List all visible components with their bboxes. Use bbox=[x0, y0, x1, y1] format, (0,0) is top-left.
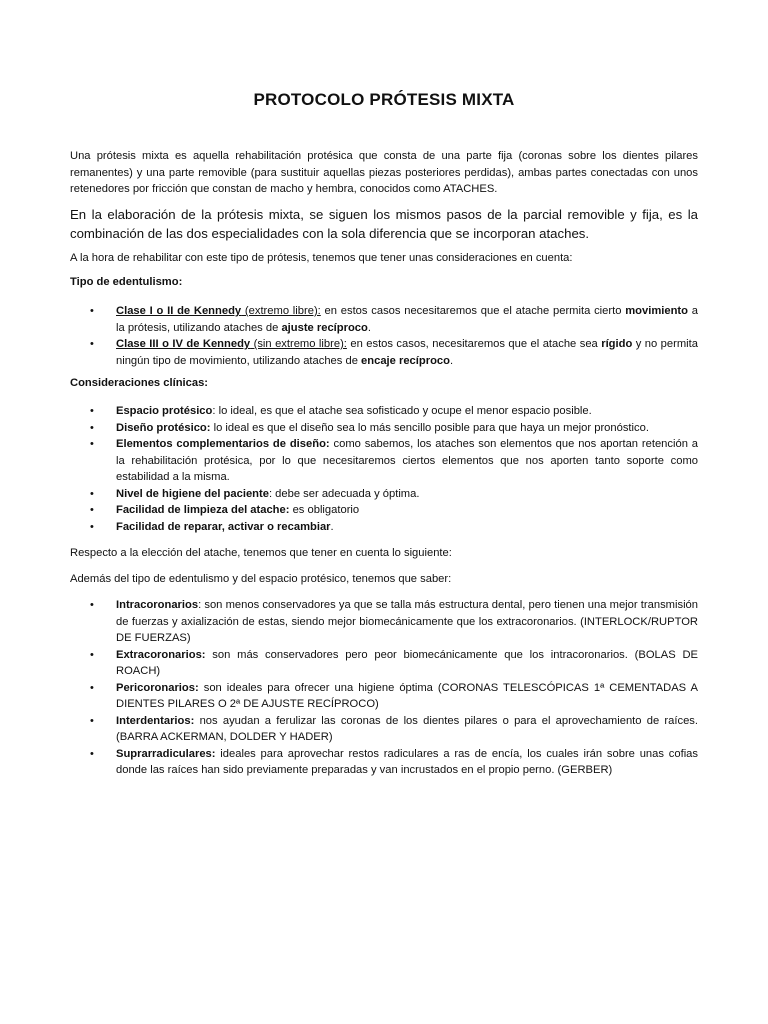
item-lead: Clase I o II de Kennedy bbox=[116, 305, 242, 317]
choice-paragraph: Respecto a la elección del atache, tenemos que tener en cuenta lo siguiente: bbox=[70, 547, 452, 559]
bullet-icon: • bbox=[90, 438, 94, 450]
item-text: son más conservadores pero peor biomecánicamente que los intracoronarios. (BOLAS DE ROACH) bbox=[116, 648, 698, 677]
item-text: en estos casos, necesitaremos que el atache sea bbox=[346, 338, 602, 350]
list-item bbox=[70, 436, 698, 486]
item-lead: Diseño protésico: bbox=[116, 421, 211, 434]
item-text: : debe ser adecuada y óptima. bbox=[268, 487, 420, 500]
edentulism-heading: Tipo de edentulismo: bbox=[70, 276, 183, 288]
item-text: : son menos conservadores ya que se talla más estructura dental, pero tienen una mejor transmisión de fuerzas y axialización de estas, siendo mejor biomecánicamente que los extracoronarios. (INTERLOCK/RUPTOR DE FUERZAS) bbox=[116, 599, 698, 644]
bullet-icon: • bbox=[90, 681, 94, 694]
elaboration-paragraph: En la elaboración de la prótesis mixta, se siguen los mismos pasos de la parcial removible y fija, es la combinación de las dos especialidades con la sola diferencia que se incorporan ataches. bbox=[70, 207, 698, 241]
bullet-icon: • bbox=[90, 599, 94, 611]
knowledge-paragraph: Además del tipo de edentulismo y del espacio protésico, tenemos que saber: bbox=[70, 573, 452, 585]
item-text: nos ayudan a ferulizar las coronas de los dientes pilares o para el aprovechamiento de raíces. (BARRA ACKERMAN, DOLDER Y HADER) bbox=[116, 714, 698, 743]
item-bold: movimiento bbox=[625, 305, 688, 317]
bullet-icon: • bbox=[90, 405, 94, 417]
item-lead: Facilidad de reparar, activar o recambiar bbox=[116, 520, 331, 533]
bullet-icon: • bbox=[90, 338, 94, 350]
bullet-icon: • bbox=[90, 520, 94, 533]
item-lead: Clase III o IV de Kennedy bbox=[116, 338, 251, 350]
item-paren: (extremo libre): bbox=[241, 305, 321, 317]
item-text: y no permita ningún tipo de movimiento, utilizando ataches de bbox=[116, 338, 698, 367]
clinical-list bbox=[70, 403, 698, 535]
item-text: en estos casos necesitaremos que el atache permita cierto bbox=[320, 305, 626, 317]
bullet-icon: • bbox=[90, 305, 94, 317]
item-text: son ideales para ofrecer una higiene óptima (CORONAS TELESCÓPICAS 1ª CEMENTADAS A DIENTES PILARES O 2ª DE AJUSTE RECÍPROCO) bbox=[116, 681, 698, 710]
list-item bbox=[70, 502, 698, 519]
list-item bbox=[70, 403, 698, 420]
item-bold: rígido bbox=[601, 338, 633, 350]
item-lead: Pericoronarios: bbox=[116, 681, 199, 694]
bullet-icon: • bbox=[90, 421, 94, 434]
item-text: a la prótesis, utilizando ataches de bbox=[116, 305, 698, 334]
item-lead: Intracoronarios bbox=[116, 599, 199, 611]
item-lead: Facilidad de limpieza del atache: bbox=[116, 504, 290, 516]
page-title: PROTOCOLO PRÓTESIS MIXTA bbox=[253, 90, 515, 109]
item-lead: Elementos complementarios de diseño: bbox=[116, 438, 330, 450]
list-item bbox=[70, 713, 698, 746]
intro-paragraph: Una prótesis mixta es aquella rehabilitación protésica que consta de una parte fija (coronas sobre los dientes pilares remanentes) y una parte removible (para sustituir aquellas piezas posteriores perdidas), ambas partes conectadas con unos retenedores por fricción que constan de macho y hembra, conocidos como ATACHES. bbox=[70, 150, 698, 195]
edentulism-list bbox=[70, 303, 698, 369]
list-item bbox=[70, 519, 698, 536]
item-lead: Suprarradiculares: bbox=[116, 747, 216, 760]
bullet-icon: • bbox=[90, 747, 94, 760]
item-text: lo ideal es que el diseño sea lo más sencillo posible para que haya un mejor pronóstico. bbox=[210, 421, 649, 434]
list-item bbox=[70, 746, 698, 779]
list-item bbox=[70, 680, 698, 713]
item-lead: Nivel de higiene del paciente bbox=[116, 487, 269, 500]
item-text: es obligatorio bbox=[289, 504, 360, 516]
considerations-intro-paragraph: A la hora de rehabilitar con este tipo de prótesis, tenemos que tener unas consideraciones en cuenta: bbox=[70, 252, 573, 264]
bullet-icon: • bbox=[90, 714, 94, 727]
list-item bbox=[70, 420, 698, 437]
list-item bbox=[70, 303, 698, 336]
item-bold: encaje recíproco bbox=[361, 354, 450, 367]
list-item bbox=[70, 336, 698, 369]
list-item bbox=[70, 597, 698, 647]
attachment-types-list bbox=[70, 597, 698, 779]
item-text: como sabemos, los ataches son elementos que nos aportan retención a la rehabilitación protésica, por lo que necesitaremos ciertos elementos que nos aporten tanto soporte como estabilidad a la misma. bbox=[116, 438, 698, 483]
item-lead: Extracoronarios: bbox=[116, 648, 206, 661]
item-paren: (sin extremo libre): bbox=[250, 338, 347, 350]
item-text: ideales para aprovechar restos radiculares a ras de encía, los cuales irán sobre unas cofias donde las raíces han sido previamente preparadas y van incrustados en el propio perno. (GERBER) bbox=[116, 747, 698, 776]
item-text: : lo ideal, es que el atache sea sofisticado y ocupe el menor espacio posible. bbox=[212, 405, 592, 417]
list-item bbox=[70, 486, 698, 503]
bullet-icon: • bbox=[90, 504, 94, 516]
item-text: . bbox=[449, 354, 454, 367]
item-text: . bbox=[367, 321, 371, 334]
item-lead: Espacio protésico bbox=[116, 405, 213, 417]
bullet-icon: • bbox=[90, 487, 94, 500]
item-bold: ajuste recíproco bbox=[281, 321, 368, 334]
clinical-heading: Consideraciones clínicas: bbox=[70, 377, 209, 389]
item-lead: Interdentarios: bbox=[116, 714, 195, 727]
bullet-icon: • bbox=[90, 648, 94, 661]
list-item bbox=[70, 647, 698, 680]
item-text: . bbox=[330, 520, 334, 533]
